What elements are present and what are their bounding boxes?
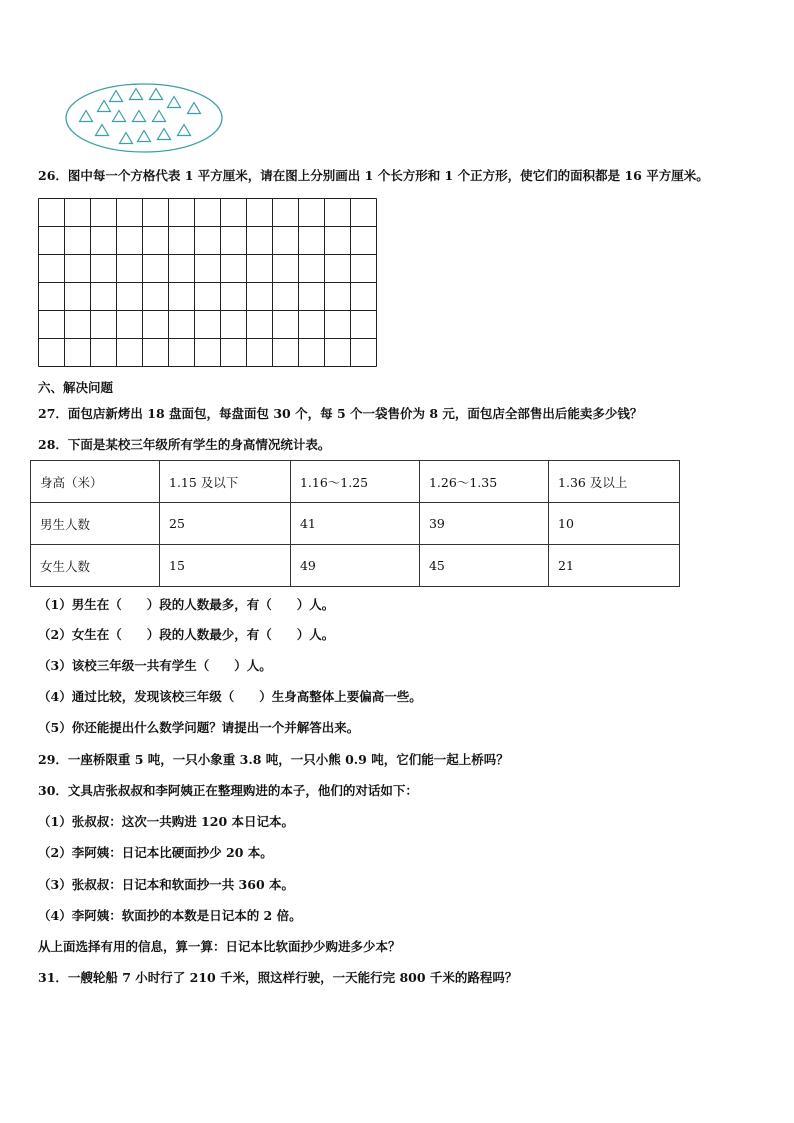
triangle-group bbox=[80, 89, 201, 144]
question-29: 29．一座桥限重 5 吨，一只小象重 3.8 吨，一只小熊 0.9 吨，它们能一起上桥吗？ bbox=[38, 752, 509, 767]
q28-sub-4: （4）通过比较，发现该校三年级（ ）生身高整体上要偏高一些。 bbox=[38, 689, 422, 704]
table-cell: 41 bbox=[290, 503, 419, 545]
table-row bbox=[31, 545, 680, 587]
table-cell: 25 bbox=[160, 503, 291, 545]
triangle-shape bbox=[80, 111, 93, 122]
question-27: 27．面包店新烤出 18 盘面包，每盘面包 30 个，每 5 个一袋售价为 8 元，面包店全部售出后能卖多少钱？ bbox=[38, 406, 643, 421]
q28-sub-5: （5）你还能提出什么数学问题？请提出一个并解答出来。 bbox=[38, 720, 360, 735]
triangle-shape bbox=[98, 101, 111, 112]
triangle-shape bbox=[153, 111, 166, 122]
triangle-shape bbox=[113, 111, 126, 122]
table-cell: 49 bbox=[290, 545, 419, 587]
section-six-title: 六、解决问题 bbox=[38, 380, 114, 395]
q28-sub-2: （2）女生在（ ）段的人数最少，有（ ）人。 bbox=[38, 627, 335, 642]
question-26: 26．图中每一个方格代表 1 平方厘米，请在图上分别画出 1 个长方形和 1 个正方形，使它们的面积都是 16 平方厘米。 bbox=[38, 168, 709, 183]
triangle-shape bbox=[150, 89, 163, 100]
table-cell: 39 bbox=[419, 503, 548, 545]
q30-sub-3: （3）张叔叔：日记本和软面抄一共 360 本。 bbox=[38, 877, 294, 892]
triangle-shape bbox=[168, 97, 181, 108]
q28-sub-3: （3）该校三年级一共有学生（ ）人。 bbox=[38, 658, 272, 673]
q28-sub-1: （1）男生在（ ）段的人数最多，有（ ）人。 bbox=[38, 597, 335, 612]
q30-sub-2: （2）李阿姨：日记本比硬面抄少 20 本。 bbox=[38, 845, 273, 860]
table-cell: 15 bbox=[160, 545, 291, 587]
triangle-shape bbox=[133, 111, 146, 122]
table-cell: 21 bbox=[549, 545, 680, 587]
table-cell: 1.26～1.35 bbox=[419, 461, 548, 503]
triangle-shape bbox=[188, 103, 201, 114]
triangle-shape bbox=[120, 133, 133, 144]
triangle-shape bbox=[138, 131, 151, 142]
table-cell: 1.16～1.25 bbox=[290, 461, 419, 503]
question-30: 30．文具店张叔叔和李阿姨正在整理购进的本子，他们的对话如下： bbox=[38, 783, 418, 798]
triangle-shape bbox=[96, 125, 109, 136]
triangle-shape bbox=[130, 89, 143, 100]
square-grid[interactable] bbox=[38, 198, 381, 368]
table-cell: 身高（米） bbox=[31, 461, 160, 503]
table-cell: 45 bbox=[419, 545, 548, 587]
table-row bbox=[31, 503, 680, 545]
triangle-shape bbox=[110, 91, 123, 102]
height-stat-table bbox=[30, 460, 680, 587]
table-cell: 男生人数 bbox=[31, 503, 160, 545]
triangles-in-ellipse-figure bbox=[64, 82, 224, 154]
q30-ask: 从上面选择有用的信息，算一算：日记本比软面抄少购进多少本？ bbox=[38, 939, 401, 954]
table-cell: 1.15 及以下 bbox=[160, 461, 291, 503]
table-cell: 女生人数 bbox=[31, 545, 160, 587]
table-cell: 10 bbox=[549, 503, 680, 545]
table-header-row bbox=[31, 461, 680, 503]
q30-sub-4: （4）李阿姨：软面抄的本数是日记本的 2 倍。 bbox=[38, 908, 302, 923]
table-cell: 1.36 及以上 bbox=[549, 461, 680, 503]
question-31: 31．一艘轮船 7 小时行了 210 千米，照这样行驶，一天能行完 800 千米的路程吗？ bbox=[38, 970, 518, 985]
triangle-shape bbox=[178, 125, 191, 136]
question-28: 28．下面是某校三年级所有学生的身高情况统计表。 bbox=[38, 437, 331, 452]
q30-sub-1: （1）张叔叔：这次一共购进 120 本日记本。 bbox=[38, 814, 294, 829]
triangle-shape bbox=[158, 129, 171, 140]
